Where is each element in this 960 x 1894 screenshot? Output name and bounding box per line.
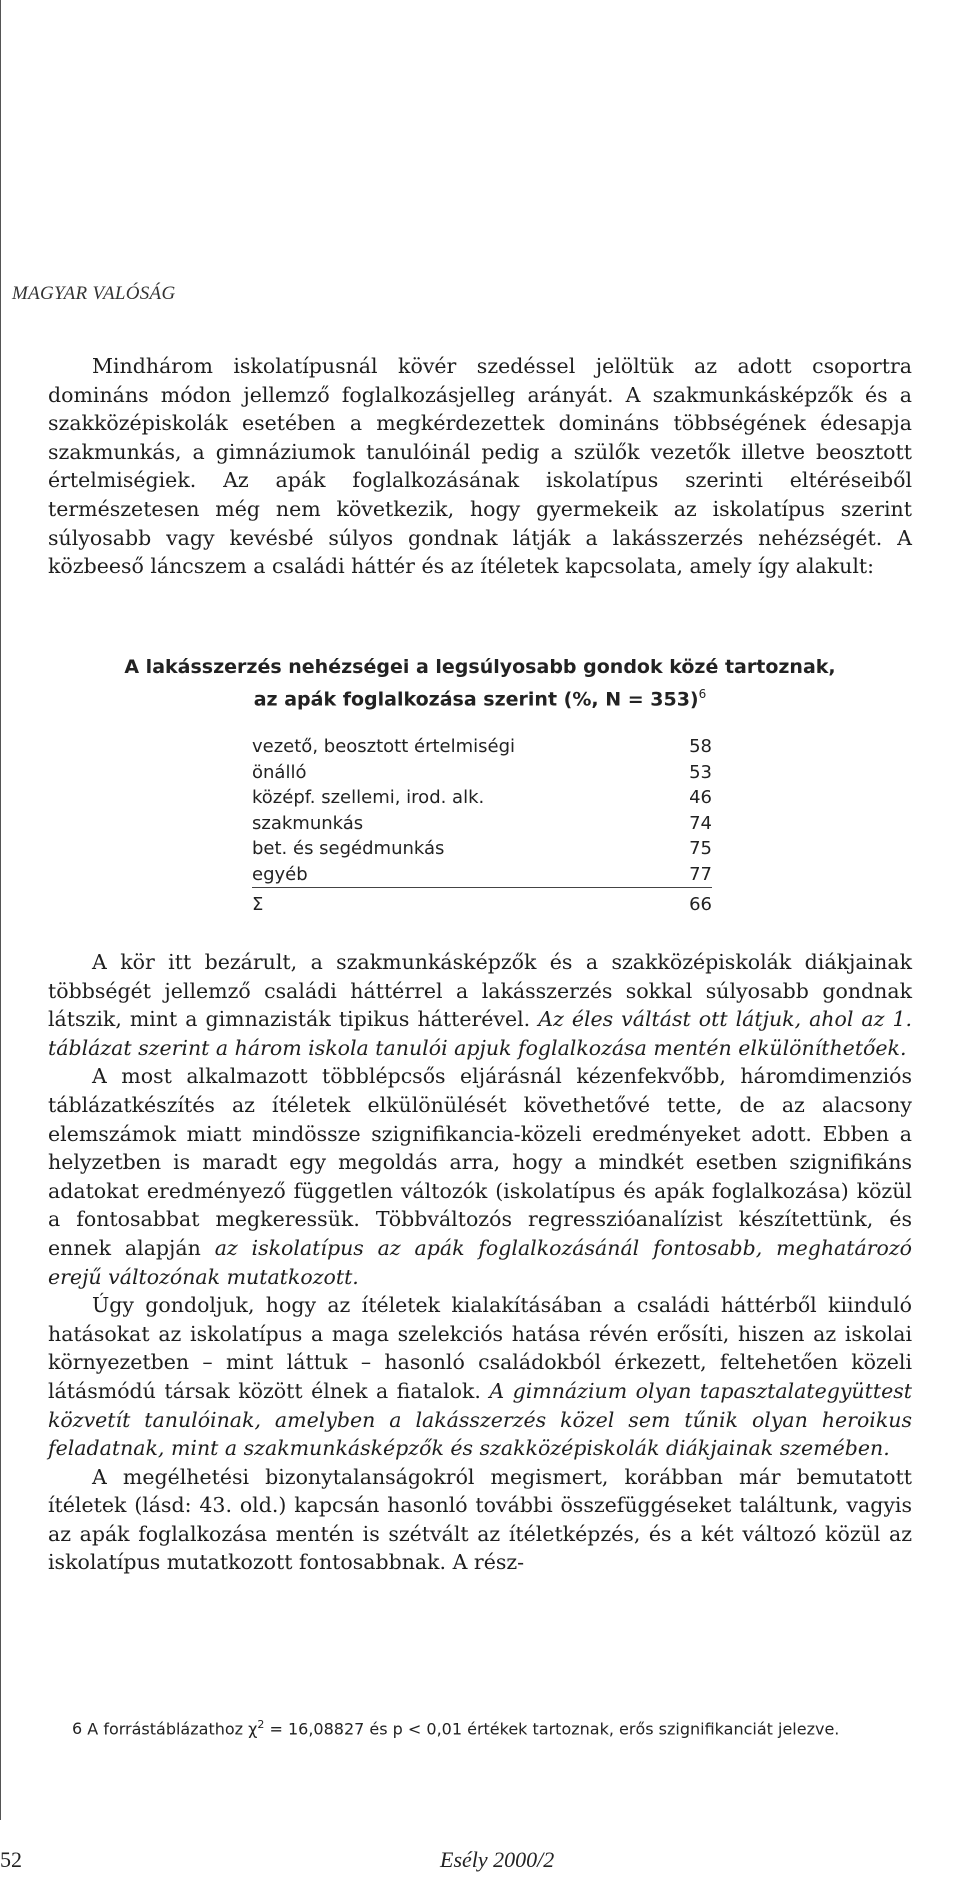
row-label: szakmunkás xyxy=(252,812,364,834)
row-value: 58 xyxy=(689,736,712,757)
table-row xyxy=(252,836,712,862)
footnote xyxy=(48,1712,912,1742)
row-label: vezető, beosztott értelmiségi xyxy=(252,736,516,757)
paragraph xyxy=(48,948,912,1062)
paragraph-emphasis: az iskolatípus az apák foglalkozásánál fontosabb, meghatározó erejű változónak mutatkozott. xyxy=(48,1235,913,1289)
body-text-lower xyxy=(48,948,912,1577)
paragraph-text: A most alkalmazott többlépcsős eljárásnál kézenfekvőbb, háromdimenziós táblázatkészítés az ítéletek elkülönülését követhetővé tette, de az alacsony elemszámok miatt mindössze szignifikancia-közeli eredményeket adott. Ebben a helyzetben is maradt egy megoldás arra, hogy a mindkét esetben szignifikáns adatokat eredményező független változók (iskolatípus és apák foglalkozása) közül a fontosabbat megkeressük. Többváltozós regresszióanalízist készítettünk, és ennek alapján xyxy=(48,1064,912,1260)
table-title-line2 xyxy=(48,681,912,713)
table-title xyxy=(48,654,912,713)
table-row xyxy=(252,862,712,889)
footnote-superscript: 2 xyxy=(257,1718,265,1731)
paragraph-emphasis: Az éles váltást ott látjuk, ahol az 1. táblázat szerint a három iskola tanulói apjuk foglalkozása mentén elkülöníthetőek. xyxy=(48,1007,913,1060)
running-header: MAGYAR VALÓSÁG xyxy=(12,283,176,304)
sum-value: 66 xyxy=(689,894,712,915)
table-row xyxy=(252,760,712,786)
table-title-line2-text: az apák foglalkozása szerint (%, N = 353) xyxy=(253,688,699,711)
paragraph: A megélhetési bizonytalanságokról megismert, korábban már bemutatott ítéletek (lásd: 43. old.) kapcsán hasonló további összefüggéseket találtunk, vagyis az apák foglalkozása mentén is szétvált az ítéletképzés, és a két változó közül az iskolatípus mutatkozott fontosabbnak. A rész- xyxy=(48,1464,912,1575)
page-edge-rule xyxy=(0,0,1,1820)
row-label: önálló xyxy=(252,761,307,783)
paragraph-text: A kör itt bezárult, a szakmunkásképzők és a szakközépiskolák diákjainak többségét jellemző családi háttérrel a lakásszerzés sokkal súlyosabb gondnak látszik, mint a gimnazisták tipikus hátterével. xyxy=(48,950,912,1032)
row-value: 77 xyxy=(689,863,712,885)
page-number: 52 xyxy=(0,1847,22,1872)
paragraph xyxy=(48,1291,912,1463)
table-row xyxy=(252,785,712,811)
sum-label: Σ xyxy=(252,894,264,915)
paragraph-text: Úgy gondoljuk, hogy az ítéletek kialakításában a családi háttérből kiinduló hatásokat az iskolatípus a maga szelekciós hatása révén erősíti, hiszen az iskolai környezetben – mint láttuk – hasonló családokból érkezett, feltehetően közeli látásmódú társak között élnek a fiatalok. xyxy=(48,1293,912,1403)
paragraph-emphasis: A gimnázium olyan tapasztalategyüttest közvetít tanulóinak, amelyben a lakásszerzés közel sem tűnik olyan heroikus feladatnak, mint a szakmunkásképzők és szakközépiskolák diákjainak szemében. xyxy=(48,1378,912,1461)
table-sum-row xyxy=(252,892,712,918)
table-title-line1: A lakásszerzés nehézségei a legsúlyosabb gondok közé tartoznak, xyxy=(124,656,836,678)
row-label: egyéb xyxy=(252,863,308,885)
row-label: középf. szellemi, irod. alk. xyxy=(252,787,485,808)
data-table xyxy=(252,734,712,918)
table-row xyxy=(252,734,712,760)
table-row xyxy=(252,811,712,837)
footnote-text-before: A forrástáblázathoz χ xyxy=(87,1719,258,1739)
paragraph: Mindhárom iskolatípusnál kövér szedéssel jelöltük az adott csoportra domináns módon jellemző foglalkozásjelleg arányát. A szakmunkásképzők és a szakközépiskolák esetében a megkérdezettek domináns többségének édesapja szakmunkás, a gimnáziumok tanulóinál pedig a szülők vezetők illetve beosztott értelmiségiek. Az apák foglalkozásának iskolatípus szerinti eltéréseiből természetesen még nem következik, hogy gyermekeik az iskolatípus szerint súlyosabb vagy kevésbé súlyos gondnak látják a lakásszerzés nehézségét. A közbeeső láncszem a családi háttér és az ítéletek kapcsolata, amely így alakult: xyxy=(48,354,912,579)
body-text-upper xyxy=(48,352,912,581)
footnote-text-after: = 16,08827 és p < 0,01 értékek tartoznak, erős szignifikanciát jelezve. xyxy=(264,1719,840,1739)
row-value: 75 xyxy=(689,838,712,859)
paragraph xyxy=(48,1062,912,1291)
row-value: 74 xyxy=(689,812,712,834)
row-label: bet. és segédmunkás xyxy=(252,838,445,859)
footnote-mark: 6 xyxy=(698,687,707,701)
row-value: 53 xyxy=(689,761,712,783)
row-value: 46 xyxy=(689,787,712,808)
footnote-number: 6 xyxy=(72,1719,83,1739)
journal-footer: Esély 2000/2 xyxy=(440,1847,555,1872)
